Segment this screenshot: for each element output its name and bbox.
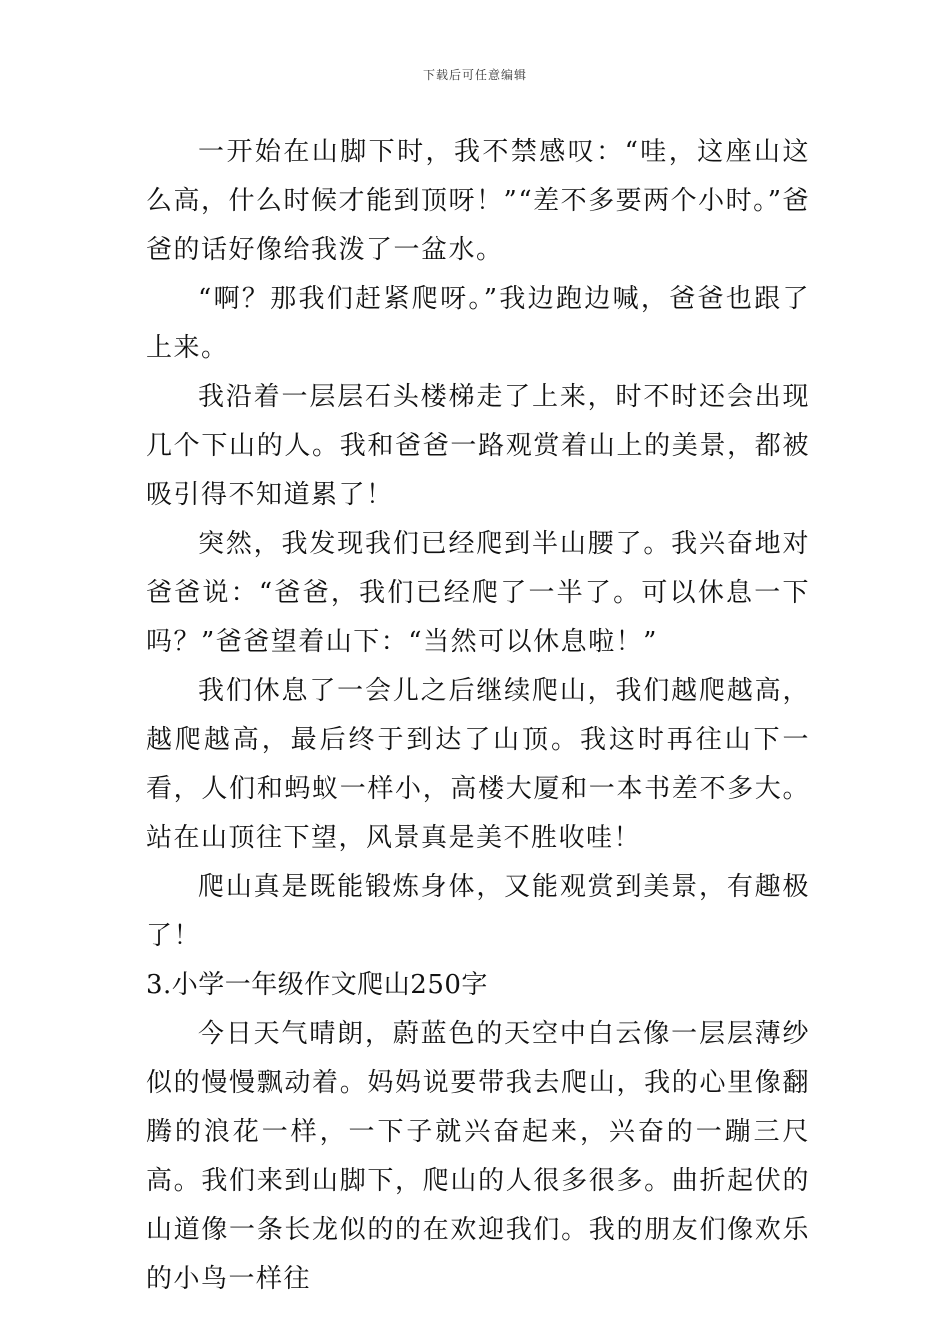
paragraph: 突然，我发现我们已经爬到半山腰了。我兴奋地对爸爸说：“爸爸，我们已经爬了一半了。可以休息一下吗？”爸爸望着山下：“当然可以休息啦！” — [146, 529, 810, 657]
paragraph: 我们休息了一会儿之后继续爬山，我们越爬越高，越爬越高，最后终于到达了山顶。我这时再往山下一看，人们和蚂蚁一样小，高楼大厦和一本书差不多大。站在山顶往下望，风景真是美不胜收哇！ — [146, 676, 810, 853]
paragraph: 今日天气晴朗，蔚蓝色的天空中白云像一层层薄纱似的慢慢飘动着。妈妈说要带我去爬山，我的心里像翻腾的浪花一样，一下子就兴奋起来，兴奋的一蹦三尺高。我们来到山脚下，爬山的人很多很多。曲折起伏的山道像一条长龙似的的在欢迎我们。我的朋友们像欢乐的小鸟一样往 — [146, 1019, 810, 1294]
header-note: 下载后可任意编辑 — [422, 68, 527, 82]
paragraph: “啊？那我们赶紧爬呀。”我边跑边喊，爸爸也跟了上来。 — [146, 284, 810, 363]
paragraph: 爬山真是既能锻炼身体，又能观赏到美景，有趣极了！ — [146, 872, 810, 951]
document-body — [146, 128, 810, 1304]
section-heading: 3.小学一年级作文爬山250字 — [146, 970, 488, 1000]
paragraph: 一开始在山脚下时，我不禁感叹：“哇，这座山这么高，什么时候才能到顶呀！”“差不多要两个小时。”爸爸的话好像给我泼了一盆水。 — [146, 137, 810, 265]
paragraph: 我沿着一层层石头楼梯走了上来，时不时还会出现几个下山的人。我和爸爸一路观赏着山上的美景，都被吸引得不知道累了！ — [146, 382, 810, 510]
